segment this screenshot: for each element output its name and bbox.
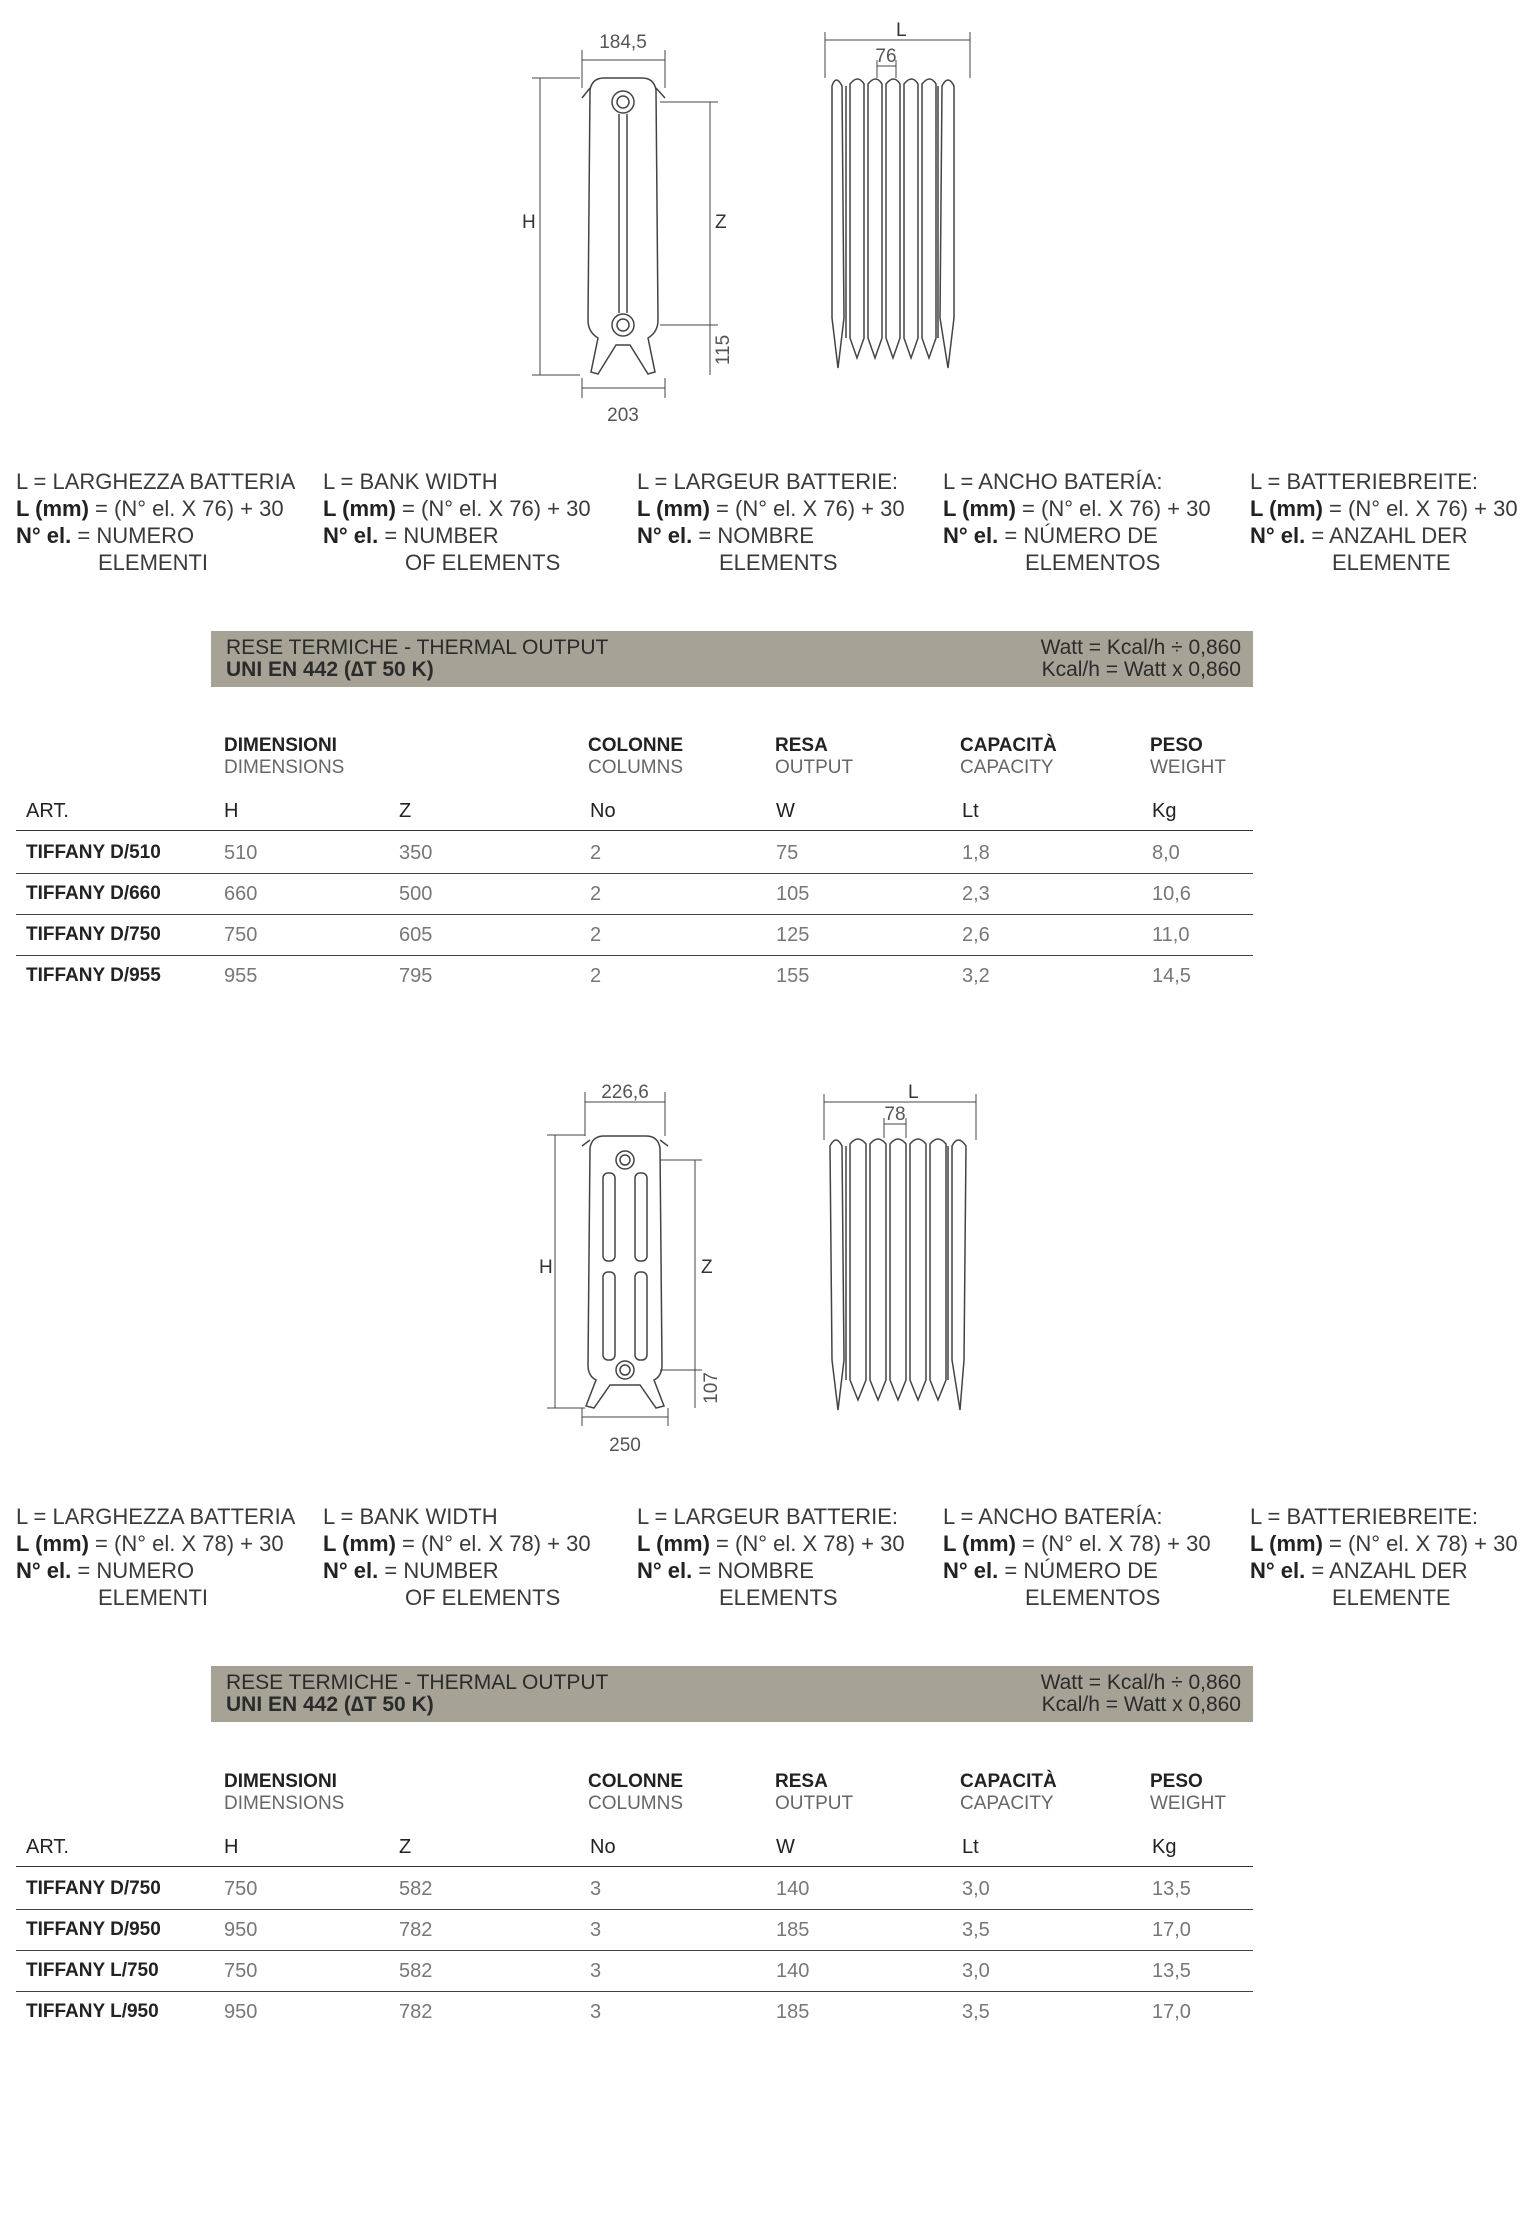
legend-block (323, 1503, 591, 1611)
legend-line-4: OF ELEMENTS (405, 1585, 561, 1610)
dim-foot-height: 115 (713, 334, 734, 366)
unit-cell: W (776, 1836, 795, 1858)
column-group-header: PESO WEIGHT (1150, 735, 1226, 778)
table-cell: 185 (776, 1919, 810, 1941)
table-cell: 950 (224, 2001, 258, 2023)
legend-line-2: L (mm) = (N° el. X 78) + 30 (637, 1531, 905, 1556)
table-cell: 140 (776, 1960, 810, 1982)
legend-line-2: L (mm) = (N° el. X 76) + 30 (1250, 496, 1518, 521)
legend-line-4: ELEMENTI (98, 550, 209, 575)
legend-line-1: L = ANCHO BATERÍA: (943, 1504, 1163, 1529)
column-group-header: COLONNE COLUMNS (588, 1771, 684, 1814)
thermal-output-banner-2 (211, 1666, 1253, 1722)
legend-line-2: L (mm) = (N° el. X 76) + 30 (16, 496, 284, 521)
table-cell: 3,0 (962, 1960, 990, 1982)
legend-line-3: N° el. = NUMBER (323, 523, 499, 548)
unit-cell: H (224, 1836, 239, 1858)
banner-title: RESE TERMICHE - THERMAL OUTPUT (226, 636, 609, 659)
banner-standard: UNI EN 442 (∆T 50 K) (226, 1693, 434, 1716)
legend-block (16, 1503, 295, 1611)
table-cell: 510 (224, 842, 258, 864)
legend-line-2: L (mm) = (N° el. X 78) + 30 (943, 1531, 1211, 1556)
banner-title: RESE TERMICHE - THERMAL OUTPUT (226, 1671, 609, 1694)
table-row (16, 1868, 1253, 1910)
table-cell: 795 (399, 965, 433, 987)
article-name: TIFFANY D/750 (26, 924, 161, 945)
table-cell: 2,6 (962, 924, 990, 946)
radiator-front-view-2 (530, 1080, 760, 1460)
article-name: TIFFANY L/750 (26, 1960, 159, 1981)
legend-block (943, 1503, 1211, 1611)
table-cell: 3 (590, 1960, 602, 1982)
legend-line-1: L = BATTERIEBREITE: (1250, 1504, 1479, 1529)
legend-block (1250, 1503, 1518, 1611)
legend-line-2: L (mm) = (N° el. X 76) + 30 (637, 496, 905, 521)
column-group-header: RESA OUTPUT (775, 735, 854, 778)
legend-line-1: L = BANK WIDTH (323, 1504, 498, 1529)
column-group-header: CAPACITÀ CAPACITY (960, 735, 1057, 778)
unit-cell: ART. (26, 800, 69, 822)
banner-conversion-1: Watt = Kcal/h ÷ 0,860 (1040, 1671, 1241, 1694)
table-cell: 17,0 (1152, 2001, 1191, 2023)
legend-line-1: L = LARGEUR BATTERIE: (637, 1504, 899, 1529)
table-cell: 750 (224, 1960, 258, 1982)
legend-line-2: L (mm) = (N° el. X 76) + 30 (943, 496, 1211, 521)
table-cell: 782 (399, 1919, 433, 1941)
legend-line-3: N° el. = NOMBRE (637, 1558, 814, 1583)
table-cell: 582 (399, 1878, 433, 1900)
dim-label-l: L (908, 1082, 919, 1103)
dim-front-depth: 250 (609, 1435, 641, 1456)
column-group-header: DIMENSIONI DIMENSIONS (224, 735, 345, 778)
table-row (16, 914, 1253, 956)
legend-line-3: N° el. = NÚMERO DE (943, 1558, 1158, 1583)
table-cell: 13,5 (1152, 1960, 1191, 1982)
dim-front-width: 184,5 (599, 32, 647, 53)
unit-cell: Lt (962, 800, 979, 822)
banner-conversion-1: Watt = Kcal/h ÷ 0,860 (1040, 636, 1241, 659)
legend-line-1: L = BATTERIEBREITE: (1250, 469, 1479, 494)
table-cell: 14,5 (1152, 965, 1191, 987)
legend-line-4: ELEMENTS (719, 1585, 838, 1610)
unit-header-row (16, 790, 1253, 831)
article-name: TIFFANY L/950 (26, 2001, 159, 2022)
table-cell: 13,5 (1152, 1878, 1191, 1900)
table-row (16, 1950, 1253, 1992)
unit-cell: Lt (962, 1836, 979, 1858)
table-cell: 2 (590, 883, 602, 905)
banner-conversion-2: Kcal/h = Watt x 0,860 (1041, 658, 1241, 681)
unit-cell: Z (399, 1836, 412, 1858)
table-cell: 782 (399, 2001, 433, 2023)
dim-label-h: H (539, 1257, 553, 1278)
legend-block (943, 468, 1211, 576)
table-cell: 185 (776, 2001, 810, 2023)
unit-cell: ART. (26, 1836, 69, 1858)
table-cell: 2 (590, 965, 602, 987)
table-cell: 11,0 (1152, 924, 1190, 946)
dim-front-depth: 203 (607, 405, 639, 426)
dim-element-pitch: 76 (875, 46, 897, 67)
table-cell: 3,5 (962, 2001, 990, 2023)
article-name: TIFFANY D/955 (26, 965, 161, 986)
column-group-header: PESO WEIGHT (1150, 1771, 1226, 1814)
legend-line-1: L = BANK WIDTH (323, 469, 498, 494)
legend-line-3: N° el. = NÚMERO DE (943, 523, 1158, 548)
legend-line-4: ELEMENTS (719, 550, 838, 575)
article-name: TIFFANY D/510 (26, 842, 161, 863)
table-cell: 350 (399, 842, 433, 864)
legend-line-2: L (mm) = (N° el. X 78) + 30 (1250, 1531, 1518, 1556)
radiator-side-view-1 (820, 18, 980, 378)
unit-header-row (16, 1826, 1253, 1867)
legend-line-4: ELEMENTE (1332, 550, 1451, 575)
banner-standard: UNI EN 442 (∆T 50 K) (226, 658, 434, 681)
table-row (16, 1991, 1253, 2032)
table-cell: 500 (399, 883, 433, 905)
legend-line-4: ELEMENTOS (1025, 550, 1161, 575)
unit-cell: Kg (1152, 800, 1177, 822)
unit-cell: No (590, 800, 616, 822)
dim-front-width: 226,6 (601, 1082, 649, 1103)
dim-label-z: Z (701, 1257, 713, 1278)
table-cell: 2 (590, 842, 602, 864)
unit-cell: No (590, 1836, 616, 1858)
dim-label-h: H (522, 212, 536, 233)
table-cell: 582 (399, 1960, 433, 1982)
table-cell: 955 (224, 965, 258, 987)
table-cell: 660 (224, 883, 258, 905)
radiator-side-view-2 (818, 1080, 988, 1420)
table-cell: 750 (224, 924, 258, 946)
legend-line-2: L (mm) = (N° el. X 78) + 30 (323, 1531, 591, 1556)
table-cell: 750 (224, 1878, 258, 1900)
unit-cell: Z (399, 800, 412, 822)
legend-block (637, 1503, 905, 1611)
column-group-header: CAPACITÀ CAPACITY (960, 1771, 1057, 1814)
legend-line-3: N° el. = ANZAHL DER (1250, 523, 1468, 548)
legend-block (1250, 468, 1518, 576)
legend-line-1: L = LARGHEZZA BATTERIA (16, 469, 296, 494)
thermal-output-banner-1 (211, 631, 1253, 687)
legend-line-3: N° el. = NUMBER (323, 1558, 499, 1583)
radiator-elements (832, 79, 954, 368)
legend-line-1: L = LARGHEZZA BATTERIA (16, 1504, 296, 1529)
table-cell: 3 (590, 1919, 602, 1941)
legend-block (16, 468, 295, 576)
table-cell: 75 (776, 842, 799, 864)
table-row (16, 832, 1253, 874)
legend-line-3: N° el. = NOMBRE (637, 523, 814, 548)
radiator-front-view-1 (520, 20, 760, 430)
table-cell: 950 (224, 1919, 258, 1941)
legend-line-3: N° el. = ANZAHL DER (1250, 1558, 1468, 1583)
unit-cell: H (224, 800, 239, 822)
dim-foot-height: 107 (701, 1372, 722, 1404)
legend-line-1: L = LARGEUR BATTERIE: (637, 469, 899, 494)
legend-line-4: ELEMENTOS (1025, 1585, 1161, 1610)
table-cell: 155 (776, 965, 810, 987)
legend-block (637, 468, 905, 576)
legend-line-2: L (mm) = (N° el. X 78) + 30 (16, 1531, 284, 1556)
table-cell: 3,2 (962, 965, 990, 987)
column-group-header: DIMENSIONI DIMENSIONS (224, 1771, 345, 1814)
table-cell: 3,5 (962, 1919, 990, 1941)
table-cell: 605 (399, 924, 433, 946)
dim-label-l: L (896, 20, 907, 41)
table-cell: 8,0 (1152, 842, 1180, 864)
legend-line-4: ELEMENTE (1332, 1585, 1451, 1610)
article-name: TIFFANY D/950 (26, 1919, 161, 1940)
article-name: TIFFANY D/750 (26, 1878, 161, 1899)
table-cell: 3 (590, 1878, 602, 1900)
table-cell: 125 (776, 924, 810, 946)
table-row (16, 873, 1253, 915)
column-group-header: RESA OUTPUT (775, 1771, 854, 1814)
table-cell: 17,0 (1152, 1919, 1191, 1941)
unit-cell: Kg (1152, 1836, 1177, 1858)
table-cell: 2 (590, 924, 602, 946)
legend-line-4: OF ELEMENTS (405, 550, 561, 575)
legend-line-2: L (mm) = (N° el. X 76) + 30 (323, 496, 591, 521)
column-group-header: COLONNE COLUMNS (588, 735, 684, 778)
legend-line-1: L = ANCHO BATERÍA: (943, 469, 1163, 494)
article-name: TIFFANY D/660 (26, 883, 161, 904)
dim-element-pitch: 78 (884, 1104, 906, 1125)
table-cell: 105 (776, 883, 810, 905)
table-cell: 140 (776, 1878, 810, 1900)
radiator-elements (830, 1139, 966, 1410)
table-row (16, 1909, 1253, 1951)
banner-conversion-2: Kcal/h = Watt x 0,860 (1041, 1693, 1241, 1716)
table-cell: 10,6 (1152, 883, 1191, 905)
table-cell: 1,8 (962, 842, 990, 864)
legend-line-4: ELEMENTI (98, 1585, 209, 1610)
table-cell: 2,3 (962, 883, 990, 905)
legend-line-3: N° el. = NUMERO (16, 1558, 195, 1583)
legend-line-3: N° el. = NUMERO (16, 523, 195, 548)
table-row (16, 955, 1253, 996)
table-cell: 3 (590, 2001, 602, 2023)
legend-block (323, 468, 591, 576)
unit-cell: W (776, 800, 795, 822)
dim-label-z: Z (715, 212, 727, 233)
table-cell: 3,0 (962, 1878, 990, 1900)
